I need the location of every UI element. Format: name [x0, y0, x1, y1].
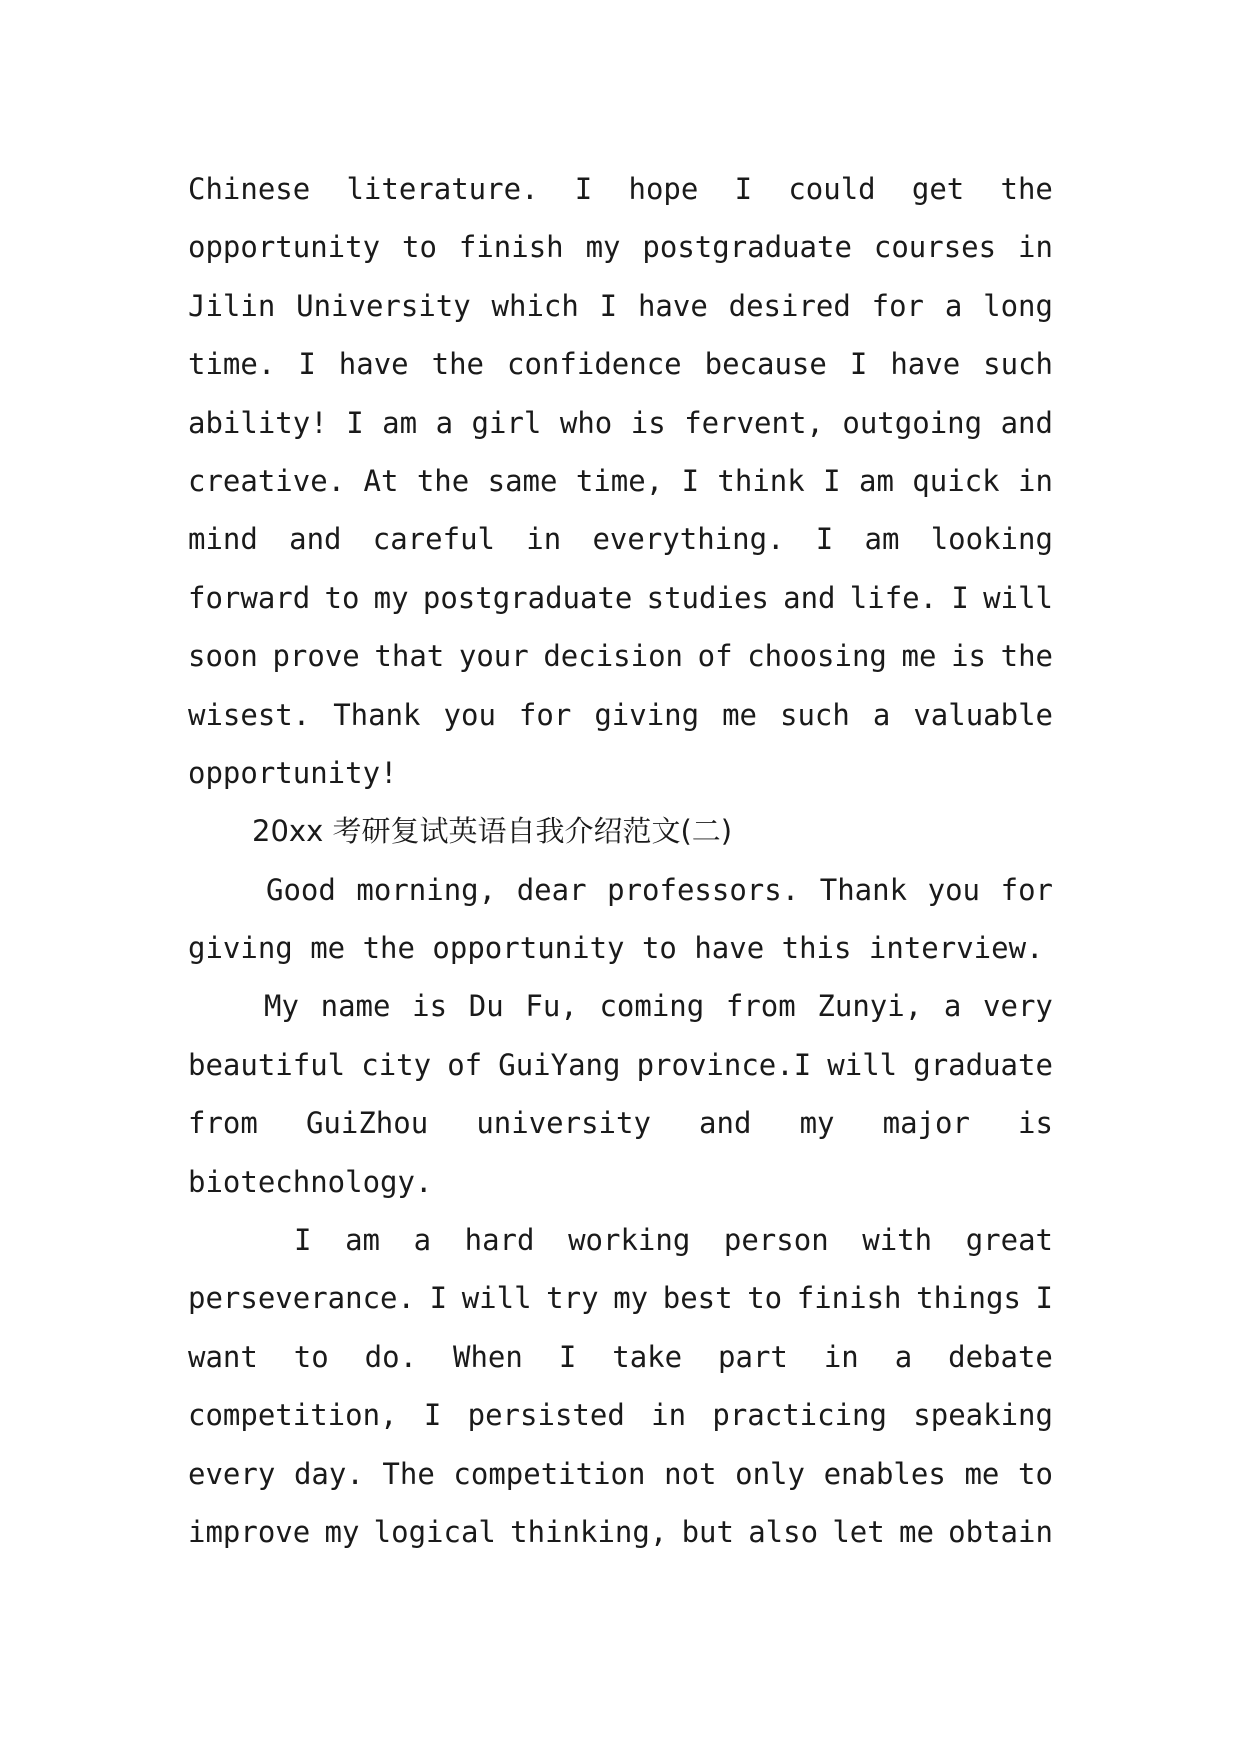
word: competition	[453, 1456, 646, 1491]
word: speaking	[913, 1398, 1053, 1433]
text-line	[188, 277, 1053, 335]
word: professors.	[607, 872, 800, 907]
word: am	[345, 1223, 380, 1258]
word: to	[1017, 1456, 1053, 1491]
text-line	[188, 335, 1053, 393]
text-line	[188, 1445, 1053, 1503]
text-line	[188, 627, 1053, 685]
word: I	[849, 347, 868, 382]
text-line	[188, 510, 1053, 568]
word: fervent,	[684, 405, 824, 440]
word: is	[951, 639, 986, 674]
word: have	[637, 288, 708, 323]
word: Zunyi,	[817, 989, 923, 1024]
word: Chinese	[188, 172, 311, 206]
word: want	[188, 1339, 258, 1374]
word: such	[780, 697, 850, 732]
word: Du	[468, 989, 504, 1024]
word: a	[872, 697, 891, 732]
word: logical	[373, 1514, 496, 1549]
word: ability!	[188, 405, 328, 440]
word: The	[382, 1456, 435, 1491]
word: Thank	[333, 697, 421, 732]
word: my	[585, 230, 621, 265]
word: everything.	[592, 522, 785, 557]
word: I	[558, 1339, 577, 1374]
word: think	[717, 463, 805, 498]
word: every	[188, 1456, 276, 1491]
word: from	[188, 1106, 258, 1141]
word: part	[718, 1339, 788, 1374]
word: for	[518, 697, 572, 732]
word: mind	[188, 522, 258, 557]
word: and	[783, 580, 836, 615]
text-line	[188, 394, 1053, 452]
word: me	[898, 1514, 934, 1549]
word: is	[1018, 1106, 1053, 1141]
paragraph-first-line	[188, 1211, 1053, 1269]
word: literature.	[346, 172, 539, 206]
text-line	[188, 1386, 1053, 1444]
word: my	[324, 1514, 360, 1549]
word: to	[402, 230, 437, 265]
text-line	[188, 686, 1053, 744]
word: I	[599, 288, 618, 323]
word: I	[823, 463, 841, 498]
word: the	[431, 347, 485, 382]
word: who	[559, 405, 613, 440]
word: a	[894, 1339, 913, 1374]
word: I	[734, 172, 753, 206]
word: the	[1000, 172, 1053, 206]
word: of	[697, 639, 733, 674]
word: best	[662, 1281, 733, 1316]
word: valuable	[913, 697, 1053, 732]
word: have	[890, 347, 961, 382]
word: from	[725, 989, 796, 1024]
word: could	[788, 172, 876, 206]
text-line	[188, 452, 1053, 510]
word: choosing	[747, 639, 887, 674]
word: get	[911, 172, 965, 206]
word: looking	[930, 522, 1053, 557]
word: not	[664, 1456, 717, 1491]
word: working	[568, 1223, 691, 1258]
word: a	[944, 288, 963, 323]
word: in	[1018, 230, 1053, 265]
word: because	[704, 347, 827, 382]
word: coming	[599, 989, 705, 1024]
word: with	[862, 1223, 933, 1258]
word: to	[293, 1339, 329, 1374]
word: is	[412, 989, 448, 1024]
word: a	[435, 405, 454, 440]
word: in	[823, 1339, 859, 1374]
word: I	[429, 1281, 448, 1316]
word: that	[374, 639, 445, 674]
word: Good	[266, 872, 336, 907]
word: university	[476, 1106, 651, 1141]
word: I	[815, 522, 834, 557]
word: my	[799, 1106, 835, 1141]
word: dear	[516, 872, 587, 907]
word: desired	[728, 288, 851, 323]
word: creative.	[188, 463, 346, 498]
word: am	[858, 463, 894, 498]
word: I	[298, 347, 316, 382]
text-line-last: biotechnology.	[188, 1164, 433, 1199]
word: careful	[372, 522, 495, 557]
word: name	[320, 989, 391, 1024]
word: for	[871, 288, 925, 323]
word: practicing	[712, 1398, 887, 1433]
word: you	[927, 872, 981, 907]
word: obtain	[948, 1514, 1053, 1549]
text-line	[188, 1036, 1053, 1094]
word: giving	[594, 697, 700, 732]
word: time,	[575, 463, 664, 498]
word: debate	[948, 1339, 1053, 1374]
word: which	[491, 288, 579, 323]
word: have	[338, 347, 409, 382]
word: am	[382, 405, 418, 440]
word: GuiYang	[498, 1047, 621, 1082]
word: major	[882, 1106, 970, 1141]
paragraph-first-line	[188, 861, 1053, 919]
word: province.I	[636, 1047, 812, 1082]
word: My	[264, 989, 299, 1024]
word: things	[916, 1281, 1021, 1316]
word: I	[681, 463, 700, 498]
word: will	[461, 1281, 532, 1316]
word: but	[681, 1514, 734, 1549]
word: long	[983, 288, 1053, 323]
word: a	[413, 1223, 432, 1258]
text-line	[188, 1269, 1053, 1327]
word: courses	[873, 230, 997, 265]
word: life.	[849, 580, 938, 615]
word: prove	[272, 639, 360, 674]
word: in	[526, 522, 562, 557]
word: finish	[796, 1281, 902, 1316]
word: do.	[364, 1339, 418, 1374]
text-line	[188, 160, 1053, 218]
word: the	[1000, 639, 1053, 674]
word: postgraduate	[422, 580, 633, 615]
word: such	[983, 347, 1053, 382]
word: in	[651, 1398, 687, 1433]
word: will	[983, 580, 1053, 615]
word: your	[458, 639, 529, 674]
word: I	[1035, 1281, 1053, 1316]
text-line	[188, 218, 1053, 276]
word: me	[964, 1456, 1000, 1491]
word: hope	[628, 172, 699, 206]
word: forward	[188, 580, 311, 615]
word: wisest.	[188, 697, 311, 732]
word: studies	[646, 580, 769, 615]
word: and	[1000, 405, 1053, 440]
word: At	[363, 463, 399, 498]
word: When	[453, 1339, 523, 1374]
word: day.	[293, 1456, 364, 1491]
word: Fu,	[525, 989, 578, 1024]
word: I	[951, 580, 969, 615]
word: I	[294, 1223, 312, 1258]
word: thinking,	[510, 1514, 668, 1549]
word: to	[747, 1281, 783, 1316]
word: University	[296, 288, 471, 323]
word: perseverance.	[188, 1281, 415, 1316]
word: only	[735, 1456, 805, 1491]
word: improve	[188, 1514, 311, 1549]
word: girl	[471, 405, 542, 440]
word: try	[546, 1281, 599, 1316]
word: person	[723, 1223, 829, 1258]
word: me	[901, 639, 937, 674]
word: persisted	[467, 1398, 625, 1433]
word: of	[447, 1047, 483, 1082]
word: take	[612, 1339, 683, 1374]
word: city	[361, 1047, 432, 1082]
word: great	[965, 1223, 1053, 1258]
word: finish	[458, 230, 564, 265]
paragraph-first-line	[188, 977, 1053, 1035]
word: a	[943, 989, 962, 1024]
word: time.	[188, 347, 276, 382]
word: I	[423, 1398, 442, 1433]
word: will	[827, 1047, 898, 1082]
word: confidence	[507, 347, 682, 382]
word: graduate	[913, 1047, 1053, 1082]
word: am	[864, 522, 900, 557]
word: competition,	[188, 1398, 398, 1433]
word: my	[613, 1281, 649, 1316]
word: soon	[188, 639, 258, 674]
word: the	[416, 463, 470, 498]
word: me	[722, 697, 757, 732]
word: and	[289, 522, 342, 557]
word: Jilin	[188, 288, 276, 323]
text-line	[188, 1094, 1053, 1152]
text-line	[188, 1328, 1053, 1386]
word: Thank	[819, 872, 908, 907]
text-line	[188, 1503, 1053, 1561]
word: enables	[823, 1456, 946, 1491]
word: my	[373, 580, 409, 615]
word: opportunity	[188, 230, 381, 265]
text-line	[188, 569, 1053, 627]
word: to	[324, 580, 360, 615]
document-body	[188, 160, 1053, 1561]
word: you	[443, 697, 496, 732]
text-line-last: giving me the opportunity to have this interview.	[188, 931, 1044, 966]
word: morning,	[356, 872, 497, 907]
word: hard	[464, 1223, 535, 1258]
word: I	[346, 405, 364, 440]
word: I	[574, 172, 593, 206]
word: same	[487, 463, 558, 498]
word: also	[748, 1514, 819, 1549]
word: for	[1000, 872, 1053, 907]
text-line-last: opportunity!	[188, 755, 398, 790]
word: beautiful	[188, 1047, 346, 1082]
word: decision	[543, 639, 684, 674]
word: in	[1018, 463, 1053, 498]
word: outgoing	[842, 405, 983, 440]
word: postgraduate	[642, 230, 852, 265]
word: let	[832, 1514, 885, 1549]
word: very	[983, 989, 1053, 1024]
section-title: 20xx 考研复试英语自我介绍范文(二)	[252, 814, 733, 849]
word: is	[630, 405, 666, 440]
word: quick	[912, 463, 1000, 498]
word: and	[699, 1106, 752, 1141]
word: GuiZhou	[305, 1106, 429, 1141]
